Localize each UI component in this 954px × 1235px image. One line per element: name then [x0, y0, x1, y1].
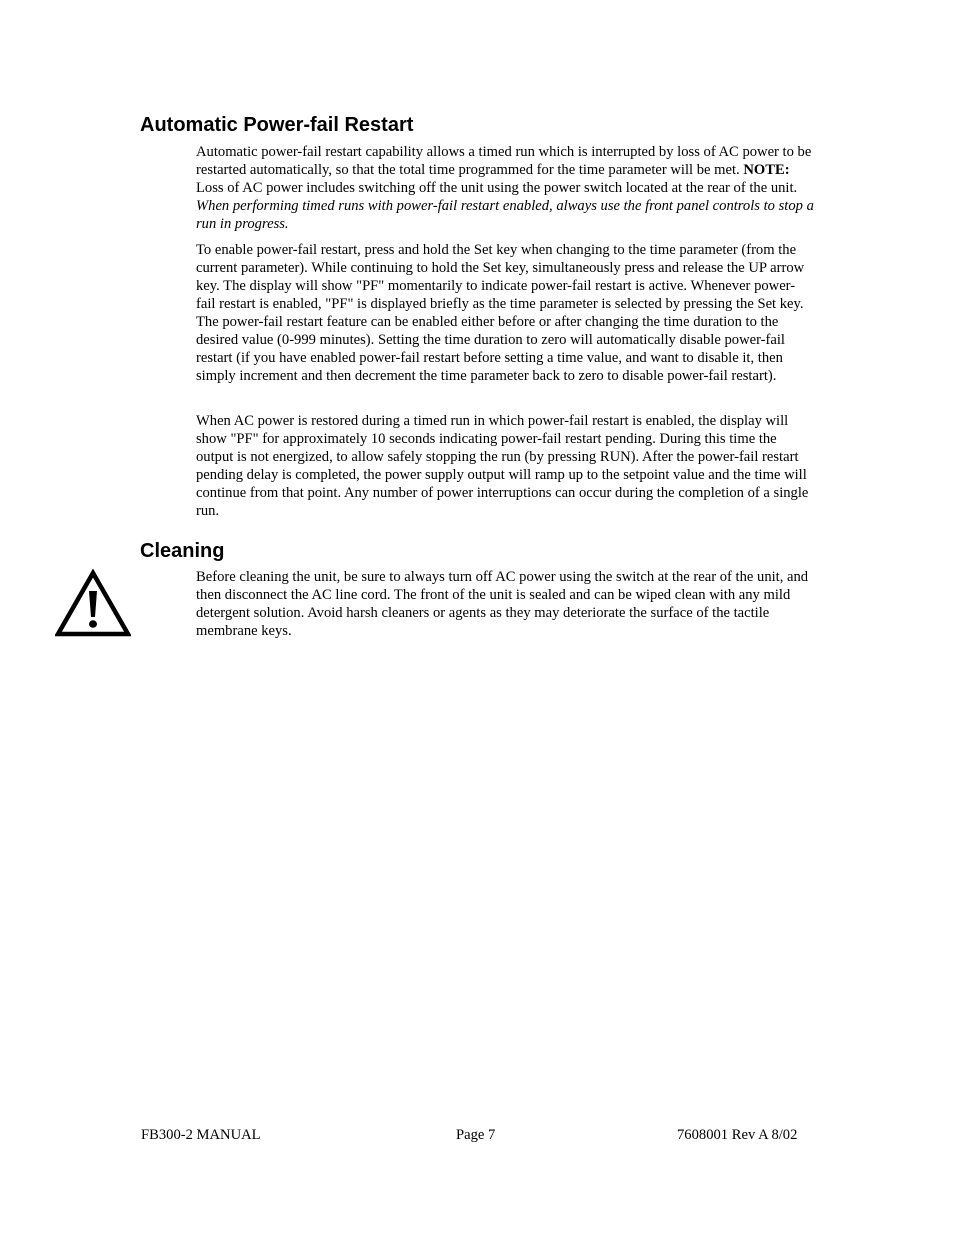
- intro-text-a: Automatic power-fail restart capability allows a timed run which is interrupted by loss of AC power to be restarted automatically, so that the total time programmed for the time parameter will be met.: [196, 144, 812, 178]
- intro-text-b: Loss of AC power includes switching off the unit using the power switch located at the rear of the unit.: [196, 180, 798, 196]
- footer-page-number: Page 7: [456, 1127, 496, 1143]
- warning-triangle-icon: [55, 569, 131, 637]
- power-fail-enable-paragraph: To enable power-fail restart, press and hold the Set key when changing to the time parameter (from the current parameter). While continuing to hold the Set key, simultaneously press and release the UP arrow key. The display will show "PF" momentarily to indicate power-fail restart is active. Whenever power-fail restart is enabled, "PF" is displayed briefly as the time parameter is selected by pressing the Set key. The power-fail restart feature can be enabled either before or after changing the time duration to the desired value (0-999 minutes). Setting the time duration to zero will automatically disable power-fail restart (if you have enabled power-fail restart before setting a time value, and want to disable it, then simply increment and then decrement the time parameter back to zero to disable power-fail restart).: [196, 242, 805, 384]
- cleaning-paragraph: Before cleaning the unit, be sure to always turn off AC power using the switch at the rear of the unit, and then disconnect the AC line cord. The front of the unit is sealed and can be wiped clean with any mild detergent solution. Avoid harsh cleaners or agents as they may deteriorate the surface of the tactile membrane keys.: [196, 569, 809, 639]
- section-heading-power-fail-restart: Automatic Power-fail Restart: [140, 114, 414, 136]
- note-label: NOTE:: [743, 162, 790, 178]
- footer-revision: 7608001 Rev A 8/02: [677, 1127, 798, 1143]
- power-fail-intro-paragraph: [196, 143, 814, 233]
- power-fail-restore-paragraph: When AC power is restored during a timed run in which power-fail restart is enabled, the display will show "PF" for approximately 10 seconds indicating power-fail restart pending. During this time the output is not energized, to allow safely stopping the run (by pressing RUN). After the power-fail restart pending delay is completed, the power supply output will ramp up to the setpoint value and the time will continue from that point. Any number of power interruptions can occur during the completion of a single run.: [196, 413, 809, 519]
- section-heading-cleaning: Cleaning: [140, 540, 225, 562]
- intro-italic-warning: When performing timed runs with power-fail restart enabled, always use the front panel controls to stop a run in progress.: [196, 198, 814, 232]
- footer-manual-title: FB300-2 MANUAL: [141, 1127, 261, 1143]
